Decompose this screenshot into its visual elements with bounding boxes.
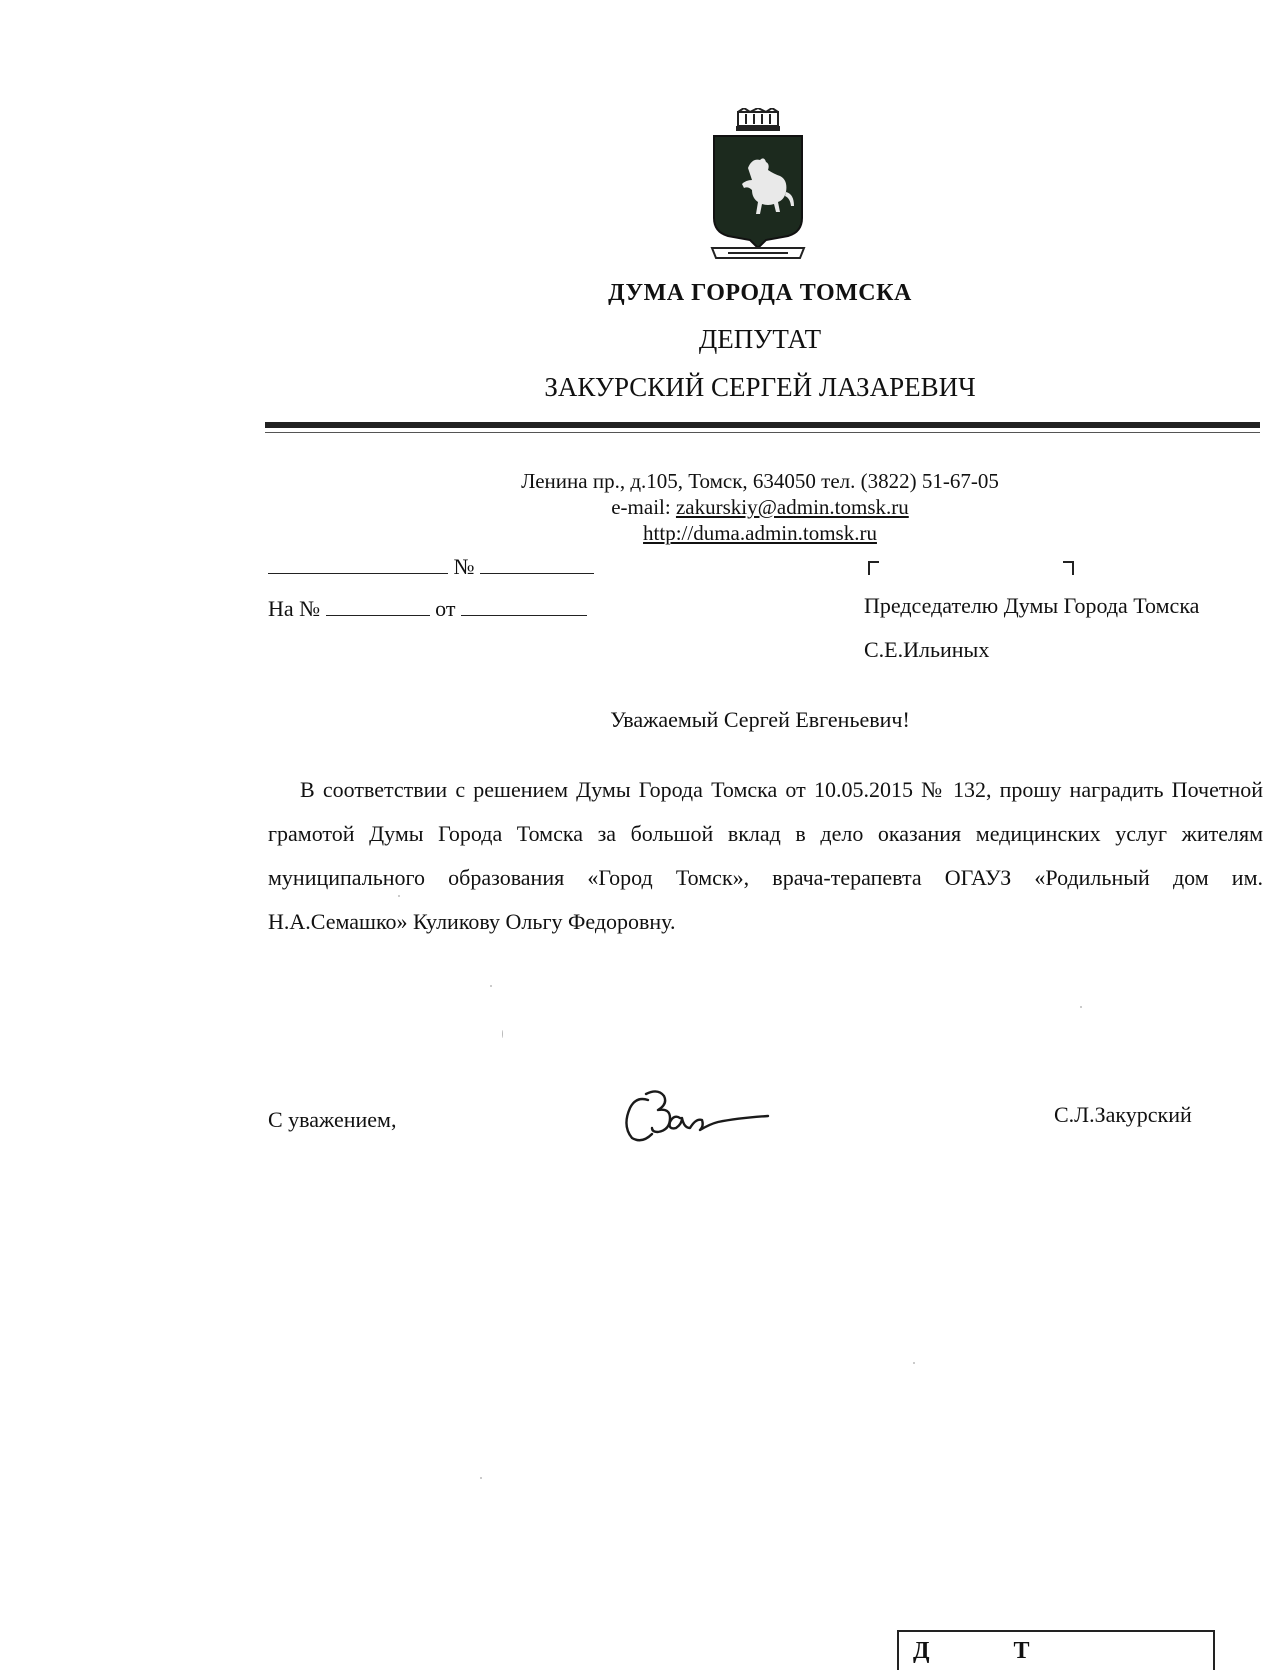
recipient-name: С.Е.Ильиных — [864, 637, 990, 662]
header-divider — [265, 422, 1260, 428]
org-title: ДУМА ГОРОДА ТОМСКА — [608, 280, 912, 306]
stamp-text: Д Т — [913, 1638, 1030, 1664]
contact-address: Ленина пр., д.105, Томск, 634050 тел. (3822) 51-67-05 — [521, 469, 999, 493]
reply-date-blank — [461, 597, 587, 616]
contact-email-line — [400, 495, 1120, 520]
address-corner-left — [868, 561, 879, 575]
number-blank — [480, 555, 594, 574]
signer-name: С.Л.Закурский — [1054, 1102, 1192, 1127]
scan-speck — [480, 1477, 482, 1479]
date-blank — [268, 555, 448, 574]
crown-icon — [736, 108, 780, 131]
reply-number-blank — [326, 597, 430, 616]
address-corner-right — [1063, 561, 1074, 575]
scan-speck — [490, 985, 492, 987]
tomsk-coat-of-arms-emblem — [708, 108, 808, 268]
handwritten-signature — [618, 1078, 788, 1150]
scan-speck — [913, 1362, 915, 1364]
letter-body: В соответствии с решением Думы Города Томска от 10.05.2015 № 132, прошу наградить Почетной грамотой Думы Города Томска за большой вклад в дело оказания медицинских услуг жителям муниципального образования «Город Томск», врача-терапевта ОГАУЗ «Родильный дом им. Н.А.Семашко» Куликову Ольгу Федоровну. — [268, 777, 1263, 934]
org-position: ДЕПУТАТ — [698, 324, 822, 354]
outgoing-reference-line — [268, 554, 594, 580]
from-label: от — [435, 596, 456, 621]
website-link[interactable]: http://duma.admin.tomsk.ru — [643, 521, 877, 545]
incoming-reference-line — [268, 596, 587, 622]
reply-prefix: На № — [268, 596, 321, 621]
ribbon-icon — [712, 248, 804, 258]
org-person-name: ЗАКУРСКИЙ СЕРГЕЙ ЛАЗАРЕВИЧ — [544, 372, 976, 402]
salutation: Уважаемый Сергей Евгеньевич! — [610, 707, 910, 732]
scan-speck — [502, 1030, 503, 1038]
email-prefix: e-mail: — [611, 495, 676, 519]
header-divider-thin — [265, 432, 1260, 433]
registration-stamp-box — [897, 1630, 1215, 1670]
contact-website-line — [400, 521, 1120, 546]
scan-speck — [1080, 1006, 1082, 1008]
email-link[interactable]: zakurskiy@admin.tomsk.ru — [675, 495, 909, 519]
number-sign: № — [453, 554, 475, 579]
closing-phrase: С уважением, — [268, 1107, 397, 1132]
recipient-title: Председателю Думы Города Томска — [864, 593, 1200, 618]
scan-speck — [398, 895, 400, 897]
